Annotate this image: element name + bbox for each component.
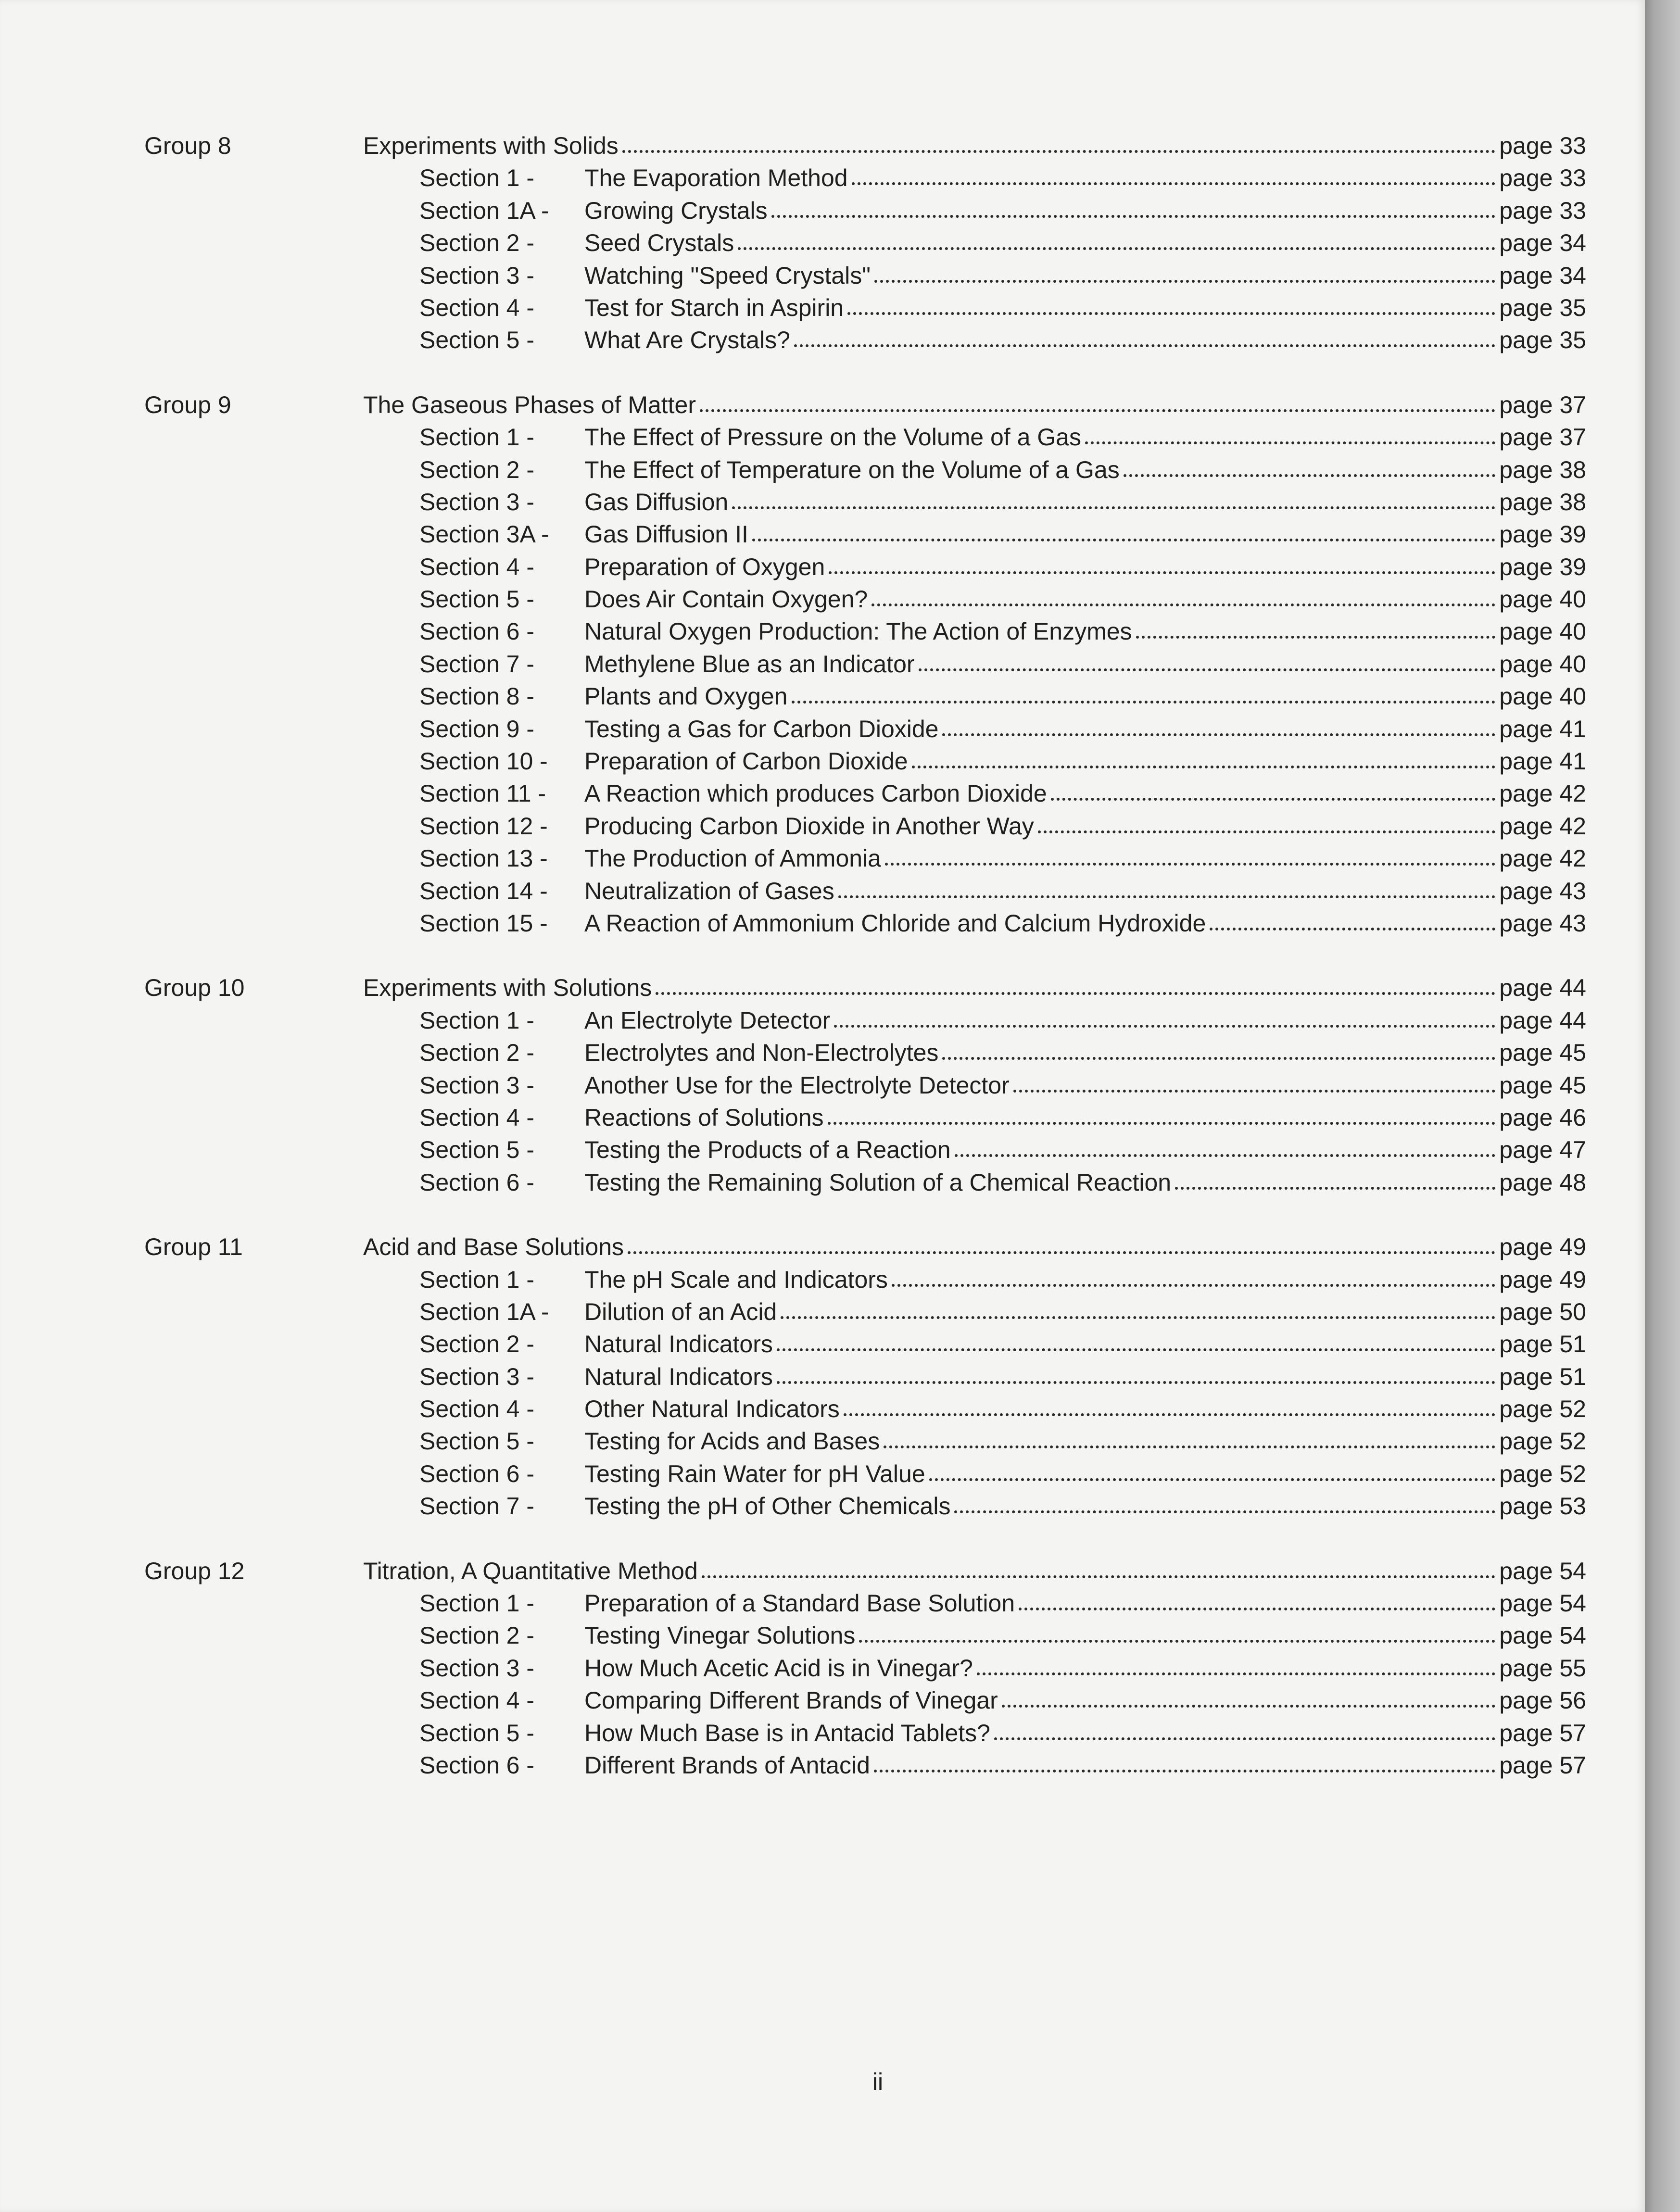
page-reference: page 40 [1499, 586, 1586, 613]
dot-leader [792, 696, 1496, 704]
section-label: Section 4 - [419, 1687, 535, 1714]
section-row [144, 1037, 1586, 1069]
section-title: A Reaction which produces Carbon Dioxide [584, 780, 1047, 807]
page-reference: page 56 [1499, 1687, 1586, 1714]
dot-leader [752, 534, 1495, 541]
page-reference: page 40 [1499, 618, 1586, 645]
section-row [144, 162, 1586, 194]
dot-leader [847, 307, 1495, 315]
dot-leader [885, 858, 1495, 866]
section-label: Section 3 - [419, 1363, 535, 1390]
dot-leader [892, 1279, 1495, 1287]
section-title: An Electrolyte Detector [584, 1006, 831, 1034]
section-label: Section 2 - [419, 229, 535, 257]
page-reference: page 47 [1499, 1136, 1586, 1164]
page-reference: page 33 [1499, 197, 1586, 224]
section-title: Preparation of a Standard Base Solution [584, 1590, 1015, 1617]
section-label: Section 8 - [419, 683, 535, 710]
section-row [144, 1717, 1586, 1749]
dot-leader [874, 275, 1495, 283]
group-heading-row [144, 972, 1586, 1004]
section-row [144, 518, 1586, 551]
group-heading-row [144, 1231, 1586, 1263]
group-name: Group 11 [144, 1233, 243, 1261]
dot-leader [1013, 1085, 1496, 1093]
section-row [144, 324, 1586, 356]
section-row [144, 1296, 1586, 1328]
section-label: Section 1A - [419, 1298, 549, 1325]
section-label: Section 5 - [419, 1719, 535, 1747]
toc-group [144, 1555, 1586, 1782]
page-reference: page 38 [1499, 488, 1586, 515]
dot-leader [1136, 631, 1496, 639]
dot-leader [1002, 1700, 1496, 1708]
dot-leader [977, 1668, 1495, 1675]
dot-leader [732, 502, 1495, 509]
page-reference: page 33 [1499, 164, 1586, 192]
section-row [144, 227, 1586, 259]
section-title: Reactions of Solutions [584, 1104, 824, 1131]
section-title: Preparation of Carbon Dioxide [584, 748, 908, 775]
section-row [144, 713, 1586, 745]
section-row [144, 1458, 1586, 1490]
group-name: Group 12 [144, 1557, 245, 1584]
section-row [144, 680, 1586, 713]
page-reference: page 41 [1499, 748, 1586, 775]
dot-leader [656, 987, 1495, 995]
section-label: Section 6 - [419, 1460, 535, 1487]
dot-leader [1051, 793, 1496, 801]
section-label: Section 2 - [419, 456, 535, 483]
page-reference: page 39 [1499, 553, 1586, 580]
section-title: Testing Rain Water for pH Value [584, 1460, 925, 1487]
section-label: Section 6 - [419, 618, 535, 645]
section-title: Natural Indicators [584, 1331, 773, 1358]
page-reference: page 51 [1499, 1363, 1586, 1390]
section-row [144, 1652, 1586, 1684]
toc-group [144, 389, 1586, 940]
dot-leader [738, 242, 1495, 250]
dot-leader [1038, 826, 1495, 833]
section-title: Other Natural Indicators [584, 1395, 840, 1423]
page-reference: page 35 [1499, 294, 1586, 321]
section-label: Section 5 - [419, 1428, 535, 1455]
section-label: Section 3 - [419, 488, 535, 515]
section-title: How Much Acetic Acid is in Vinegar? [584, 1654, 973, 1682]
section-label: Section 4 - [419, 1395, 535, 1423]
section-title: Gas Diffusion II [584, 521, 748, 548]
section-row [144, 842, 1586, 875]
group-title: Acid and Base Solutions [363, 1233, 624, 1261]
section-label: Section 10 - [419, 748, 548, 775]
section-title: Testing the Products of a Reaction [584, 1136, 951, 1164]
dot-leader [777, 1344, 1495, 1351]
group-name: Group 10 [144, 974, 245, 1002]
section-label: Section 9 - [419, 715, 535, 742]
section-row [144, 1620, 1586, 1652]
section-title: The Production of Ammonia [584, 845, 881, 872]
section-row [144, 1490, 1586, 1522]
dot-leader [859, 1635, 1495, 1643]
section-label: Section 15 - [419, 909, 548, 937]
page-reference: page 40 [1499, 650, 1586, 678]
dot-leader [829, 566, 1495, 574]
dot-leader [942, 1052, 1495, 1060]
section-row [144, 778, 1586, 810]
section-label: Section 3 - [419, 1071, 535, 1099]
page-reference: page 42 [1499, 780, 1586, 807]
page-reference: page 44 [1499, 974, 1586, 1002]
section-title: Testing Vinegar Solutions [584, 1622, 856, 1649]
section-title: What Are Crystals? [584, 327, 790, 354]
page-reference: page 34 [1499, 229, 1586, 257]
section-label: Section 11 - [419, 780, 546, 807]
section-row [144, 1134, 1586, 1166]
page-reference: page 33 [1499, 132, 1586, 159]
section-label: Section 12 - [419, 812, 548, 840]
section-title: Growing Crystals [584, 197, 768, 224]
section-label: Section 6 - [419, 1751, 535, 1779]
group-title: The Gaseous Phases of Matter [363, 391, 696, 418]
section-label: Section 1 - [419, 1590, 535, 1617]
page-reference: page 49 [1499, 1233, 1586, 1261]
dot-leader [834, 1020, 1495, 1028]
section-label: Section 5 - [419, 586, 535, 613]
dot-leader [919, 664, 1496, 671]
section-label: Section 7 - [419, 650, 535, 678]
section-label: Section 1 - [419, 1266, 535, 1293]
section-row [144, 195, 1586, 227]
page-reference: page 37 [1499, 391, 1586, 418]
page-reference: page 54 [1499, 1590, 1586, 1617]
section-row [144, 875, 1586, 907]
section-row [144, 1102, 1586, 1134]
section-row [144, 745, 1586, 778]
section-title: Testing a Gas for Carbon Dioxide [584, 715, 939, 742]
section-title: The Effect of Pressure on the Volume of a Gas [584, 424, 1081, 451]
section-title: Natural Indicators [584, 1363, 773, 1390]
section-title: Testing the pH of Other Chemicals [584, 1493, 951, 1520]
group-heading-row [144, 1555, 1586, 1587]
dot-leader [852, 177, 1496, 185]
section-label: Section 5 - [419, 1136, 535, 1164]
dot-leader [702, 1571, 1495, 1578]
page-reference: page 54 [1499, 1557, 1586, 1584]
section-row [144, 810, 1586, 842]
section-row [144, 583, 1586, 616]
page-reference: page 48 [1499, 1169, 1586, 1196]
section-row [144, 486, 1586, 518]
toc-group [144, 130, 1586, 357]
page-reference: page 45 [1499, 1039, 1586, 1067]
section-title: Natural Oxygen Production: The Action of Enzymes [584, 618, 1132, 645]
section-row [144, 1684, 1586, 1717]
dot-leader [844, 1408, 1495, 1416]
page-reference: page 43 [1499, 909, 1586, 937]
section-label: Section 1 - [419, 1006, 535, 1034]
page-reference: page 39 [1499, 521, 1586, 548]
section-label: Section 5 - [419, 327, 535, 354]
page-reference: page 55 [1499, 1654, 1586, 1682]
section-title: Another Use for the Electrolyte Detector [584, 1071, 1010, 1099]
dot-leader [771, 210, 1496, 218]
page-reference: page 41 [1499, 715, 1586, 742]
section-row [144, 551, 1586, 583]
section-label: Section 7 - [419, 1493, 535, 1520]
dot-leader [700, 404, 1495, 412]
dot-leader [942, 729, 1495, 736]
section-row [144, 1425, 1586, 1458]
section-title: The pH Scale and Indicators [584, 1266, 888, 1293]
group-title: Titration, A Quantitative Method [363, 1557, 698, 1584]
section-label: Section 13 - [419, 845, 548, 872]
section-title: Comparing Different Brands of Vinegar [584, 1687, 998, 1714]
table-of-contents [144, 130, 1586, 1814]
page-reference: page 42 [1499, 812, 1586, 840]
group-heading-row [144, 389, 1586, 421]
page-reference: page 34 [1499, 262, 1586, 289]
section-label: Section 4 - [419, 553, 535, 580]
section-label: Section 2 - [419, 1622, 535, 1649]
dot-leader [955, 1149, 1496, 1157]
page-reference: page 37 [1499, 424, 1586, 451]
section-row [144, 260, 1586, 292]
page-number: ii [872, 2068, 884, 2095]
section-row [144, 907, 1586, 940]
page-reference: page 51 [1499, 1331, 1586, 1358]
page-reference: page 40 [1499, 683, 1586, 710]
section-label: Section 1 - [419, 164, 535, 192]
page-reference: page 52 [1499, 1428, 1586, 1455]
page-reference: page 38 [1499, 456, 1586, 483]
section-label: Section 6 - [419, 1169, 535, 1196]
dot-leader [954, 1506, 1495, 1513]
section-title: Methylene Blue as an Indicator [584, 650, 915, 678]
dot-leader [794, 339, 1495, 347]
section-title: A Reaction of Ammonium Chloride and Calcium Hydroxide [584, 909, 1206, 937]
page-reference: page 52 [1499, 1460, 1586, 1487]
section-title: Testing the Remaining Solution of a Chemical Reaction [584, 1169, 1172, 1196]
dot-leader [1085, 437, 1495, 444]
section-title: Test for Starch in Aspirin [584, 294, 844, 321]
section-row [144, 1328, 1586, 1360]
page-reference: page 45 [1499, 1071, 1586, 1099]
section-title: How Much Base is in Antacid Tablets? [584, 1719, 990, 1747]
group-name: Group 9 [144, 391, 231, 418]
section-row [144, 1361, 1586, 1393]
section-row [144, 648, 1586, 680]
dot-leader [781, 1311, 1495, 1319]
section-title: Plants and Oxygen [584, 683, 788, 710]
toc-group [144, 972, 1586, 1199]
section-row [144, 1167, 1586, 1199]
section-row [144, 1069, 1586, 1102]
section-label: Section 4 - [419, 1104, 535, 1131]
dot-leader [1175, 1182, 1495, 1190]
section-title: The Effect of Temperature on the Volume of a Gas [584, 456, 1120, 483]
page-reference: page 57 [1499, 1751, 1586, 1779]
section-label: Section 2 - [419, 1331, 535, 1358]
page-reference: page 54 [1499, 1622, 1586, 1649]
dot-leader [884, 1441, 1495, 1448]
section-title: Does Air Contain Oxygen? [584, 586, 868, 613]
section-row [144, 1587, 1586, 1620]
page-reference: page 52 [1499, 1395, 1586, 1423]
section-row [144, 421, 1586, 453]
section-title: Testing for Acids and Bases [584, 1428, 880, 1455]
group-name: Group 8 [144, 132, 231, 159]
section-row [144, 1749, 1586, 1782]
section-label: Section 3 - [419, 262, 535, 289]
group-title: Experiments with Solids [363, 132, 619, 159]
dot-leader [838, 891, 1496, 898]
section-title: Dilution of an Acid [584, 1298, 777, 1325]
section-title: Producing Carbon Dioxide in Another Way [584, 812, 1034, 840]
section-title: The Evaporation Method [584, 164, 848, 192]
dot-leader [628, 1246, 1495, 1254]
dot-leader [874, 1765, 1495, 1772]
dot-leader [622, 145, 1495, 153]
section-title: Watching "Speed Crystals" [584, 262, 871, 289]
section-label: Section 4 - [419, 294, 535, 321]
section-title: Seed Crystals [584, 229, 734, 257]
dot-leader [912, 761, 1496, 768]
dot-leader [929, 1473, 1496, 1481]
section-label: Section 3A - [419, 521, 549, 548]
section-label: Section 1 - [419, 424, 535, 451]
dot-leader [1210, 923, 1495, 930]
section-title: Different Brands of Antacid [584, 1751, 870, 1779]
dot-leader [777, 1376, 1495, 1384]
page-reference: page 44 [1499, 1006, 1586, 1034]
section-title: Neutralization of Gases [584, 877, 834, 905]
section-row [144, 1393, 1586, 1425]
section-row [144, 292, 1586, 324]
binding-edge [1645, 0, 1680, 2212]
dot-leader [872, 599, 1495, 606]
section-row [144, 1005, 1586, 1037]
section-title: Electrolytes and Non-Electrolytes [584, 1039, 939, 1067]
page-reference: page 49 [1499, 1266, 1586, 1293]
page-reference: page 43 [1499, 877, 1586, 905]
dot-leader [1124, 469, 1496, 477]
page-reference: page 50 [1499, 1298, 1586, 1325]
section-label: Section 3 - [419, 1654, 535, 1682]
page-reference: page 42 [1499, 845, 1586, 872]
page-reference: page 35 [1499, 327, 1586, 354]
toc-group [144, 1231, 1586, 1523]
group-title: Experiments with Solutions [363, 974, 652, 1002]
page-reference: page 53 [1499, 1493, 1586, 1520]
section-title: Preparation of Oxygen [584, 553, 825, 580]
section-title: Gas Diffusion [584, 488, 729, 515]
section-label: Section 2 - [419, 1039, 535, 1067]
dot-leader [828, 1117, 1496, 1125]
page-reference: page 57 [1499, 1719, 1586, 1747]
dot-leader [1019, 1603, 1495, 1610]
page-reference: page 46 [1499, 1104, 1586, 1131]
dot-leader [994, 1733, 1495, 1740]
section-label: Section 1A - [419, 197, 549, 224]
section-label: Section 14 - [419, 877, 548, 905]
section-row [144, 454, 1586, 486]
section-row [144, 1264, 1586, 1296]
group-heading-row [144, 130, 1586, 162]
section-row [144, 616, 1586, 648]
